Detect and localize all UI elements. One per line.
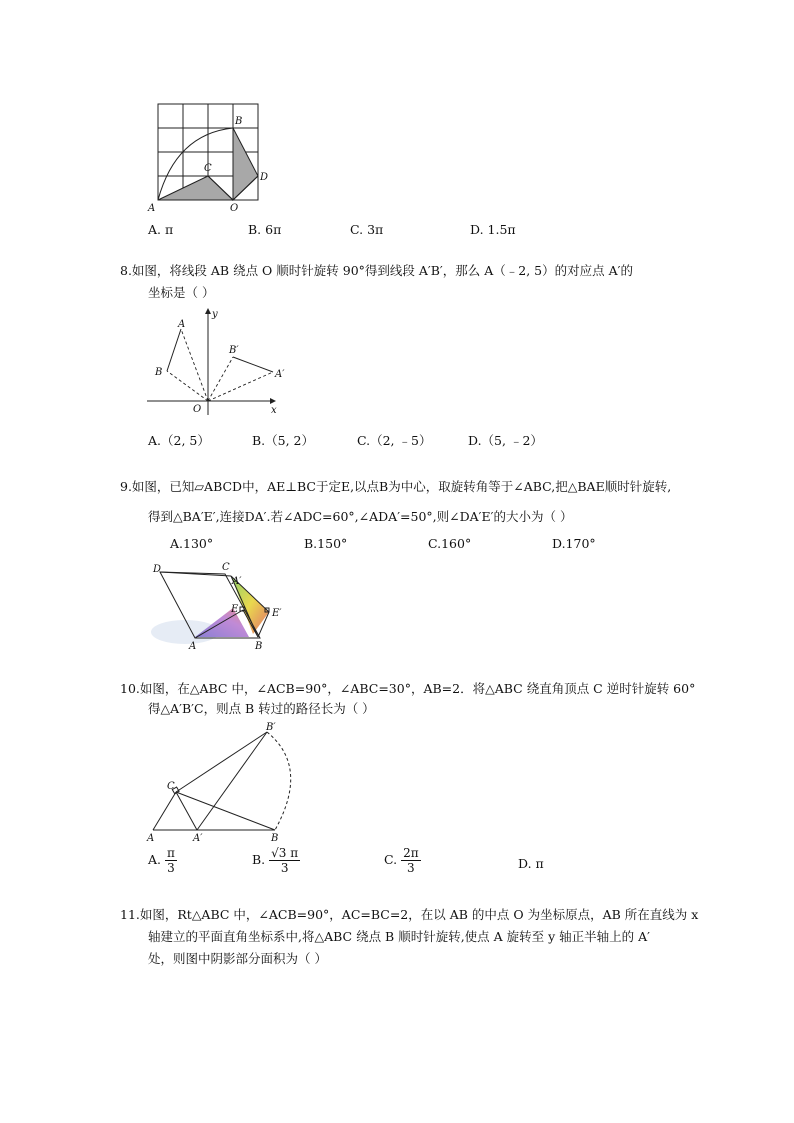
q7-label-c: C xyxy=(204,163,212,174)
q10-option-a-num: π xyxy=(167,846,175,860)
q9-label-d: D xyxy=(153,564,162,575)
q9-label-ep: E′ xyxy=(272,608,282,619)
q7-label-o: O xyxy=(230,203,239,214)
q10-option-b[interactable] xyxy=(252,846,300,875)
q9-option-d[interactable]: D.170° xyxy=(552,536,596,551)
q10-option-c[interactable] xyxy=(384,846,421,875)
q7-figure xyxy=(146,100,276,215)
q9-label-e: E xyxy=(231,604,239,615)
q10-label-ap: A′ xyxy=(193,833,203,844)
q9-stem-line2: 得到△BA′E′,连接DA′.若∠ADC=60°,∠ADA′=50°,则∠DA′E′的大小为（ ） xyxy=(148,509,573,524)
q10-arc xyxy=(267,732,291,830)
q8-label-y: y xyxy=(212,309,218,320)
q10-option-b-num: √3 π xyxy=(271,846,299,860)
q8-figure xyxy=(145,305,290,417)
q10-stem-line1: 10.如图，在△ABC 中，∠ACB=90°，∠ABC=30°，AB=2．将△ABC 绕直角顶点 C 逆时针旋转 60° xyxy=(120,681,696,696)
q10-option-b-fraction xyxy=(269,846,300,875)
q8-stem-line1: 8.如图，将线段 AB 绕点 O 顺时针旋转 90°得到线段 A′B′，那么 A（﹣2, 5）的对应点 A′的 xyxy=(120,263,633,278)
q8-label-bp: B′ xyxy=(229,345,239,356)
q9-label-ap: A′ xyxy=(232,576,242,587)
q11-stem-line1: 11.如图，Rt△ABC 中，∠ACB=90°，AC=BC=2，在以 AB 的中点 O 为坐标原点，AB 所在直线为 x xyxy=(120,907,699,922)
q10-option-c-den: 3 xyxy=(407,861,415,875)
q11-stem-line2: 轴建立的平面直角坐标系中,将△ABC 绕点 B 顺时针旋转,使点 A 旋转至 y 轴正半轴上的 A′ xyxy=(148,929,650,944)
q7-label-b: B xyxy=(235,116,243,127)
q10-option-b-prefix: B. xyxy=(252,852,266,867)
q9-figure xyxy=(145,560,295,655)
q8-option-d[interactable]: D.（5, ﹣2） xyxy=(468,433,543,448)
q9-option-b[interactable]: B.150° xyxy=(304,536,348,551)
q10-option-a[interactable] xyxy=(148,846,177,875)
q8-option-b[interactable]: B.（5, 2） xyxy=(252,433,315,448)
q10-label-b: B xyxy=(271,833,279,844)
q9-label-a: A xyxy=(189,641,197,652)
q7-label-d: D xyxy=(260,172,269,183)
q11-stem-line3: 处，则图中阴影部分面积为（ ） xyxy=(148,951,327,966)
q8-option-c[interactable]: C.（2, ﹣5） xyxy=(357,433,432,448)
q8-label-ap: A′ xyxy=(275,369,285,380)
q10-label-bp: B′ xyxy=(266,722,276,733)
q10-option-c-num: 2π xyxy=(403,846,419,860)
q7-option-d[interactable]: D. 1.5π xyxy=(470,222,516,237)
q9-option-a[interactable]: A.130° xyxy=(170,536,214,551)
q8-label-o: O xyxy=(193,404,202,415)
q8-option-a[interactable]: A.（2, 5） xyxy=(148,433,210,448)
q10-figure xyxy=(145,722,305,847)
q7-shaded-right xyxy=(233,128,258,200)
q10-option-a-prefix: A. xyxy=(148,852,162,867)
q7-option-b[interactable]: B. 6π xyxy=(248,222,282,237)
q7-option-a[interactable]: A. π xyxy=(148,222,174,237)
q10-label-c: C xyxy=(167,781,175,792)
q9-label-c: C xyxy=(222,562,230,573)
q10-option-a-fraction xyxy=(165,846,177,875)
q10-option-a-den: 3 xyxy=(167,861,175,875)
q10-option-b-den: 3 xyxy=(280,861,289,875)
q8-label-a: A xyxy=(178,319,186,330)
q9-option-c[interactable]: C.160° xyxy=(428,536,472,551)
q7-shaded-left xyxy=(158,176,233,200)
q7-option-c[interactable]: C. 3π xyxy=(350,222,384,237)
q10-option-d[interactable]: D. π xyxy=(518,856,544,871)
q9-label-b: B xyxy=(255,641,263,652)
q8-label-x: x xyxy=(271,405,277,416)
q8-label-b: B xyxy=(155,367,163,378)
q7-label-a: A xyxy=(148,203,156,214)
q10-label-a: A xyxy=(147,833,155,844)
q10-option-c-fraction xyxy=(401,846,421,875)
q9-stem-line1: 9.如图，已知▱ABCD中，AE⊥BC于定E,以点B为中心，取旋转角等于∠ABC,把△BAE顺时针旋转, xyxy=(120,479,672,494)
q10-stem-line2: 得△A′B′C，则点 B 转过的路径长为（ ） xyxy=(148,701,375,716)
q10-option-c-prefix: C. xyxy=(384,852,398,867)
q8-stem-line2: 坐标是（ ） xyxy=(148,285,215,300)
